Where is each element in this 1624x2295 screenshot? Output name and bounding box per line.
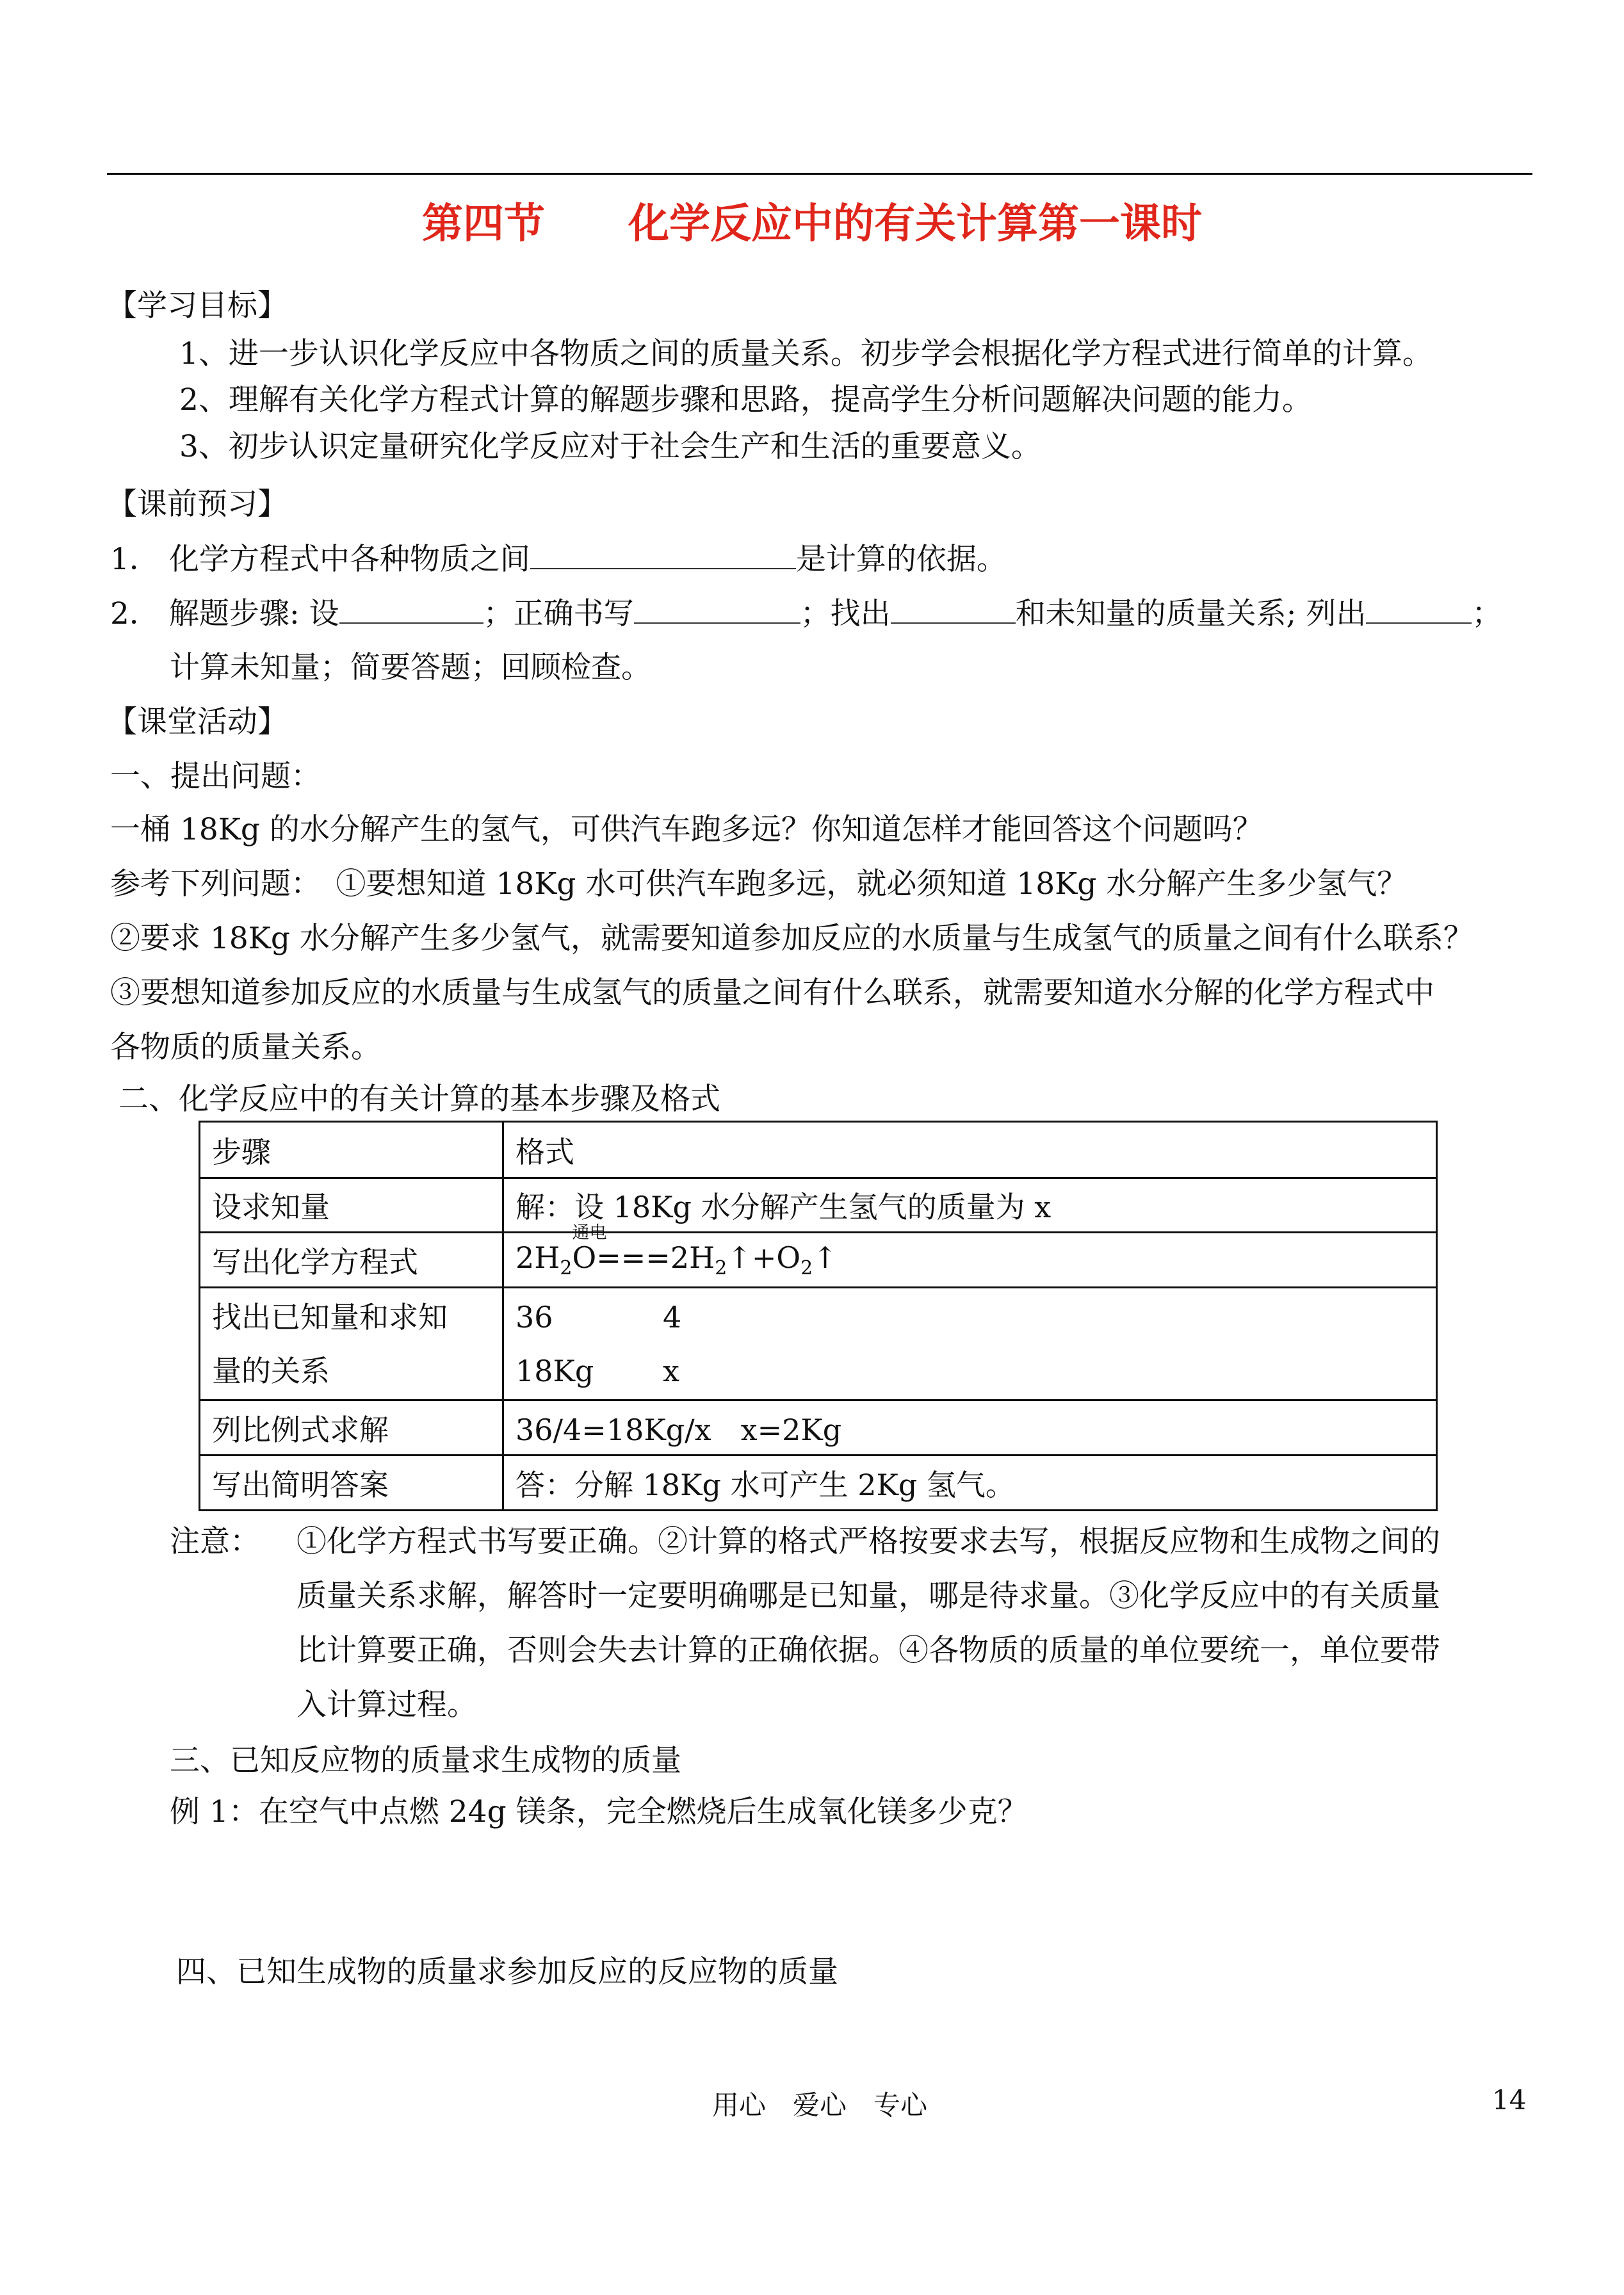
step-format: 答：分解 18Kg 水可产生 2Kg 氢气。 [503,1456,1437,1511]
fill-blank[interactable] [530,540,796,569]
preview-question-1 [110,540,1007,579]
section-1-reference: 参考下列问题： ①要想知道 18Kg 水可供汽车跑多远，就必须知道 18Kg 水分解产生多少氢气？ [110,866,1408,902]
question-text: 解题步骤: 设 [168,596,339,631]
step-label: 写出化学方程式 [200,1233,503,1288]
objectives-heading: 【学习目标】 [107,288,288,323]
table-row [200,1400,1437,1456]
preview-heading: 【课前预习】 [107,487,288,522]
table-row [200,1233,1437,1288]
header-rule [107,173,1532,175]
footer-slogan: 用心 爱心 专心 [712,2089,928,2121]
step-label: 写出简明答案 [200,1456,503,1511]
note-line: ①化学方程式书写要正确。②计算的格式严格按要求去写，根据反应物和生成物之间的 [296,1524,1440,1559]
note-line: 比计算要正确，否则会失去计算的正确依据。④各物质的质量的单位要统一，单位要带 [296,1633,1440,1668]
step-label: 找出已知量和求知 量的关系 [200,1288,503,1400]
calculation-steps-table [199,1121,1438,1511]
question-text: 和未知量的质量关系; 列出 [1015,596,1367,631]
question-text: 化学方程式中各种物质之间 [168,542,530,577]
title-section-number: 第四节 [422,200,545,248]
page-title [0,199,1624,250]
fill-blank[interactable] [891,594,1016,624]
activity-heading: 【课堂活动】 [107,704,288,740]
section-2-title: 二、化学反应中的有关计算的基本步骤及格式 [118,1082,720,1117]
section-3-title: 三、已知反应物的质量求生成物的质量 [170,1743,681,1778]
mass-relation: 36 4 18Kg x [503,1288,1437,1400]
note-label: 注意： [170,1524,260,1559]
question-number: 1． [110,542,159,577]
title-text: 化学反应中的有关计算第一课时 [628,200,1202,248]
chemical-equation: $2H_2$ 通电 $O===2H_2↑+O_2↑$ [503,1233,1437,1288]
table-row [200,1456,1437,1511]
page-number: 14 [1492,2084,1527,2116]
preview-question-2 [110,594,1502,633]
fill-blank[interactable] [1366,594,1472,624]
fill-blank[interactable] [339,594,483,624]
section-1-question-2: ②要求 18Kg 水分解产生多少氢气，就需要知道参加反应的水质量与生成氢气的质量之间有什么联系？ [110,921,1474,956]
table-row [200,1288,1437,1400]
table-header-cell: 步骤 [200,1122,503,1178]
fill-blank[interactable] [634,594,800,624]
preview-question-2-continued: 计算未知量；简要答题；回顾检查。 [170,650,651,685]
question-text: ；正确书写 [483,596,634,631]
example-1: 例 1：在空气中点燃 24g 镁条，完全燃烧后生成氧化镁多少克？ [170,1794,1028,1829]
objective-item-1: 1、进一步认识化学反应中各物质之间的质量关系。初步学会根据化学方程式进行简单的计算。 [179,336,1433,371]
section-1-question-3: ③要想知道参加反应的水质量与生成氢气的质量之间有什么联系，就需要知道水分解的化学方程式中 [110,975,1434,1010]
question-text: ； [1472,596,1502,631]
section-4-title: 四、已知生成物的质量求参加反应的反应物的质量 [176,1954,838,1990]
step-format: 解：设 18Kg 水分解产生氢气的质量为 x [503,1178,1437,1233]
note-line: 质量关系求解，解答时一定要明确哪是已知量，哪是待求量。③化学反应中的有关质量 [296,1578,1440,1614]
question-text: ；找出 [800,596,891,631]
question-text: 是计算的依据。 [795,542,1007,577]
question-number: 2． [110,596,159,631]
section-1-title: 一、提出问题： [110,759,321,794]
step-format: 36/4=18Kg/x x=2Kg [503,1400,1437,1456]
table-header-row [200,1122,1437,1178]
section-1-question-3-continued: 各物质的质量关系。 [110,1030,381,1065]
step-label: 设求知量 [200,1178,503,1233]
objective-item-3: 3、初步认识定量研究化学反应对于社会生产和生活的重要意义。 [179,429,1041,464]
objective-item-2: 2、理解有关化学方程式计算的解题步骤和思路，提高学生分析问题解决问题的能力。 [179,382,1312,418]
table-row [200,1178,1437,1233]
reaction-condition: 通电 [572,1223,607,1243]
section-1-question: 一桶 18Kg 的水分解产生的氢气，可供汽车跑多远？你知道怎样才能回答这个问题吗？ [110,812,1263,847]
table-header-cell: 格式 [503,1122,1437,1178]
note-line: 入计算过程。 [296,1687,477,1723]
step-label: 列比例式求解 [200,1400,503,1456]
